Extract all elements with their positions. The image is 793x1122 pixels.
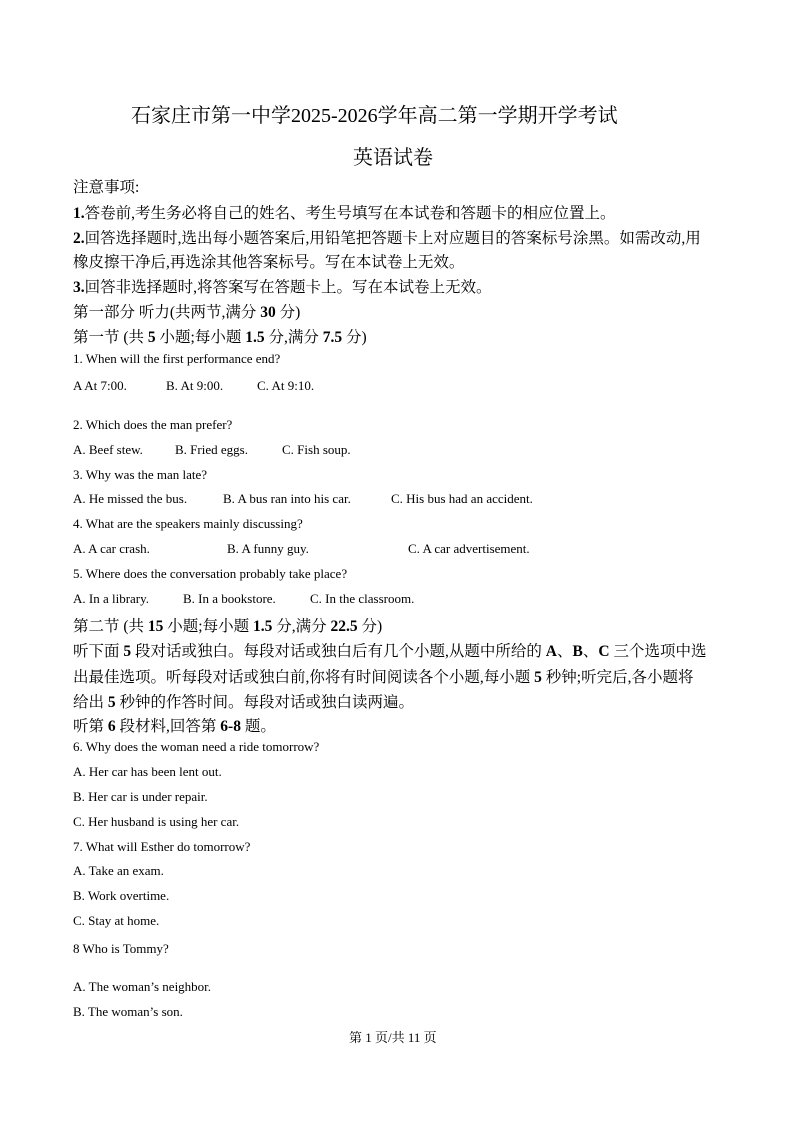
q6-option-c: C. Her husband is using her car.: [73, 814, 240, 829]
q3-option-c: C. His bus had an accident.: [391, 491, 533, 506]
question-7: 7. What will Esther do tomorrow?: [73, 839, 251, 854]
q6-option-b: B. Her car is under repair.: [73, 789, 208, 804]
section2-instruction-line1: 听下面 5 段对话或独白。每段对话或独白后有几个小题,从题中所给的 A、B、C 三个选项中选: [73, 643, 707, 660]
q1-option-a: A At 7:00.: [73, 378, 127, 393]
q1-option-b: B. At 9:00.: [166, 378, 224, 393]
section1-heading: 第一节 (共 5 小题;每小题 1.5 分,满分 7.5 分): [73, 329, 367, 346]
q7-option-c: C. Stay at home.: [73, 913, 160, 928]
q5-option-b: B. In a bookstore.: [183, 591, 276, 606]
question-1: 1. When will the first performance end?: [73, 351, 281, 366]
q5-option-c: C. In the classroom.: [310, 591, 415, 606]
q7-option-b: B. Work overtime.: [73, 888, 170, 903]
note-item-1: 1.答卷前,考生务必将自己的姓名、考生号填写在本试卷和答题卡的相应位置上。: [73, 205, 616, 222]
question-5: 5. Where does the conversation probably take place?: [73, 566, 348, 581]
question-6: 6. Why does the woman need a ride tomorrow?: [73, 739, 320, 754]
listen-material-6: 听第 6 段材料,回答第 6-8 题。: [73, 718, 276, 735]
q5-option-a: A. In a library.: [73, 591, 150, 606]
q6-option-a: A. Her car has been lent out.: [73, 764, 222, 779]
q4-option-b: B. A funny guy.: [227, 541, 309, 556]
q1-option-c: C. At 9:10.: [257, 378, 315, 393]
part1-heading: 第一部分 听力(共两节,满分 30 分): [73, 304, 301, 321]
page-footer: 第 1 页/共 11 页: [349, 1030, 437, 1045]
q4-option-a: A. A car crash.: [73, 541, 150, 556]
section2-instruction-line3: 给出 5 秒钟的作答时间。每段对话或独白读两遍。: [73, 694, 415, 711]
page-subtitle: 英语试卷: [353, 147, 433, 169]
question-2: 2. Which does the man prefer?: [73, 417, 233, 432]
note-item-2-cont: 橡皮擦干净后,再选涂其他答案标号。写在本试卷上无效。: [73, 254, 465, 271]
q7-option-a: A. Take an exam.: [73, 863, 164, 878]
question-4: 4. What are the speakers mainly discussing?: [73, 516, 303, 531]
question-8: 8 Who is Tommy?: [73, 941, 169, 956]
q2-option-b: B. Fried eggs.: [175, 442, 248, 457]
q8-option-b: B. The woman’s son.: [73, 1004, 183, 1019]
notes-heading: 注意事项:: [73, 179, 140, 196]
section2-instruction-line2: 出最佳选项。听每段对话或独白前,你将有时间阅读各个小题,每小题 5 秒钟;听完后,各小题将: [73, 669, 694, 686]
q3-option-a: A. He missed the bus.: [73, 491, 188, 506]
note-item-3: 3.回答非选择题时,将答案写在答题卡上。写在本试卷上无效。: [73, 279, 492, 296]
question-3: 3. Why was the man late?: [73, 467, 208, 482]
page-title: 石家庄市第一中学2025-2026学年高二第一学期开学考试: [131, 105, 618, 127]
q2-option-a: A. Beef stew.: [73, 442, 143, 457]
note-item-2: 2.回答选择题时,选出每小题答案后,用铅笔把答题卡上对应题目的答案标号涂黑。如需改动,用: [73, 230, 701, 247]
q3-option-b: B. A bus ran into his car.: [223, 491, 351, 506]
q2-option-c: C. Fish soup.: [282, 442, 351, 457]
section2-heading: 第二节 (共 15 小题;每小题 1.5 分,满分 22.5 分): [73, 618, 383, 635]
q4-option-c: C. A car advertisement.: [408, 541, 530, 556]
q8-option-a: A. The woman’s neighbor.: [73, 979, 212, 994]
